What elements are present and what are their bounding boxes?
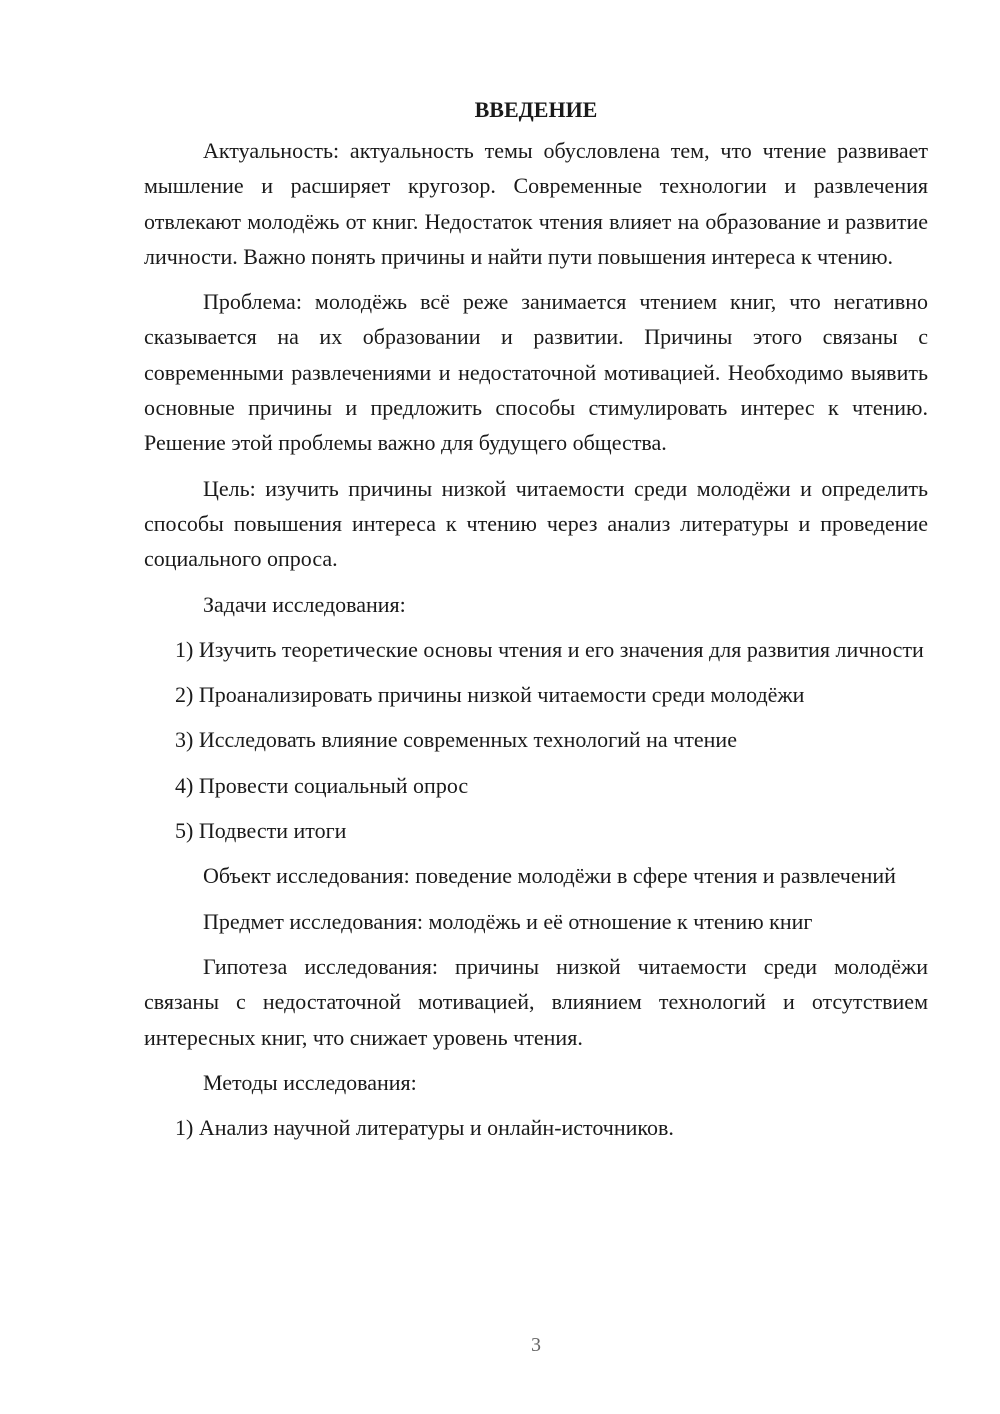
section-title: ВВЕДЕНИЕ [474, 97, 598, 122]
task-item-2: 2) Проанализировать причины низкой читаемости среди молодёжи [175, 682, 805, 708]
task-item-1: 1) Изучить теоретические основы чтения и его значения для развития личности [175, 636, 924, 662]
subject-paragraph: Предмет исследования: молодёжь и её отношение к чтению книг [203, 908, 813, 934]
object-paragraph: Объект исследования: поведение молодёжи в сфере чтения и развлечений [203, 863, 896, 889]
page-number: 3 [531, 1334, 541, 1356]
tasks-heading: Задачи исследования: [203, 591, 406, 617]
hypothesis-paragraph: Гипотеза исследования: причины низкой читаемости среди молодёжи связаны с недостаточной мотивацией, влиянием технологий и отсутствием интересных книг, что снижает уровень чтения. [144, 953, 928, 1050]
document-page [144, 92, 928, 1155]
relevance-paragraph: Актуальность: актуальность темы обусловлена тем, что чтение развивает мышление и расширяет кругозор. Современные технологии и развлечения отвлекают молодёжь от книг. Недостаток чтения влияет на образование и развитие личности. Важно понять причины и найти пути повышения интереса к чтению. [144, 138, 928, 269]
task-item-5: 5) Подвести итоги [175, 818, 347, 844]
method-item-1: 1) Анализ научной литературы и онлайн-источников. [175, 1115, 674, 1141]
task-item-3: 3) Исследовать влияние современных технологий на чтение [175, 727, 737, 753]
task-item-4: 4) Провести социальный опрос [175, 772, 469, 798]
problem-paragraph: Проблема: молодёжь всё реже занимается чтением книг, что негативно сказывается на их образовании и развитии. Причины этого связаны с современными развлечениями и недостаточной мотивацией. Необходимо выявить основные причины и предложить способы стимулировать интерес к чтению. Решение этой проблемы важно для будущего общества. [144, 289, 928, 456]
goal-paragraph: Цель: изучить причины низкой читаемости среди молодёжи и определить способы повышения интереса к чтению через анализ литературы и проведение социального опроса. [144, 475, 928, 572]
methods-heading: Методы исследования: [203, 1069, 417, 1095]
